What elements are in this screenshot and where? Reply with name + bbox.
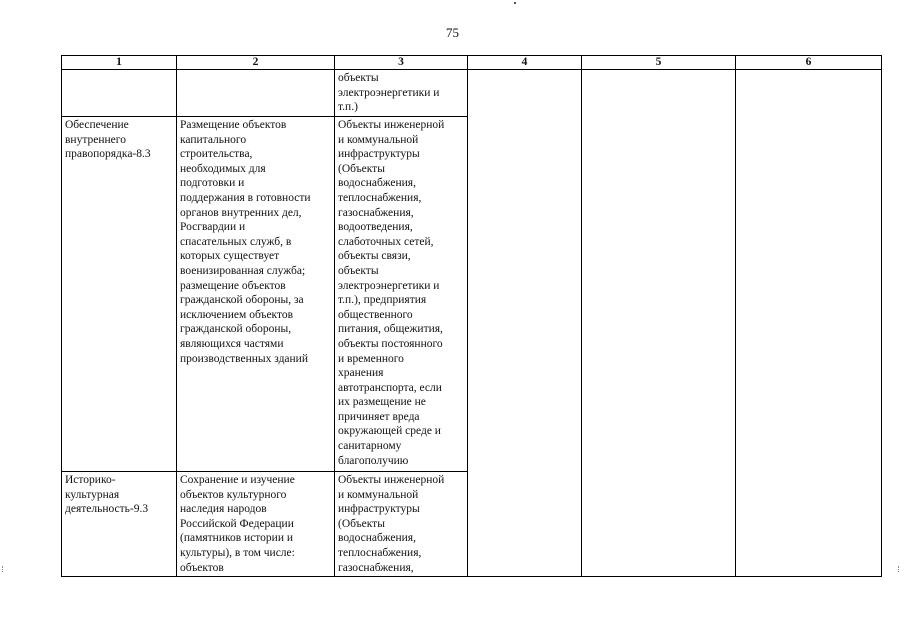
table-header-row: [62, 56, 882, 70]
column-header-5: 5: [582, 56, 736, 70]
table-row: [62, 70, 882, 117]
cell-column-6: [736, 70, 882, 577]
cell-use-name: Обеспечение внутреннего правопорядка-8.3: [62, 117, 177, 472]
column-header-3: 3: [335, 56, 468, 70]
cell-auxiliary-uses: Объекты инженерной и коммунальной инфраструктуры (Объекты водоснабжения, теплоснабжения, газоснабжения,: [335, 472, 468, 577]
cell-use-description: Сохранение и изучение объектов культурного наследия народов Российской Федерации (памятников истории и культуры), в том числе: объектов: [177, 472, 335, 577]
cell-use-description: [177, 70, 335, 117]
cell-auxiliary-uses: объекты электроэнергетики и т.п.): [335, 70, 468, 117]
scan-edge-mark-right: [898, 566, 902, 572]
cell-use-name: [62, 70, 177, 117]
cell-auxiliary-uses: Объекты инженерной и коммунальной инфраструктуры (Объекты водоснабжения, теплоснабжения, газоснабжения, водоотведения, слаботочных сетей, объекты связи, объекты электроэнергетики и т.п.), предприятия общественного питания, общежития, объекты постоянного и временного хранения автотранспорта, если их размещение не причиняет вреда окружающей среде и санитарному благополучию: [335, 117, 468, 472]
column-header-6: 6: [736, 56, 882, 70]
column-header-1: 1: [62, 56, 177, 70]
scan-edge-mark-left: [2, 566, 6, 572]
cell-use-description: Размещение объектов капитального строительства, необходимых для подготовки и поддержания в готовности органов внутренних дел, Росгвардии и спасательных служб, в которых существует военизированная служба; размещение объектов гражданской обороны, за исключением объектов гражданской обороны, являющихся частями производственных зданий: [177, 117, 335, 472]
column-header-4: 4: [468, 56, 582, 70]
land-use-table: [61, 55, 882, 577]
cell-column-5: [582, 70, 736, 577]
cell-use-name: Историко- культурная деятельность-9.3: [62, 472, 177, 577]
page-number: 75: [446, 25, 459, 40]
cell-column-4: [468, 70, 582, 577]
scan-dot: [514, 2, 516, 4]
column-header-2: 2: [177, 56, 335, 70]
